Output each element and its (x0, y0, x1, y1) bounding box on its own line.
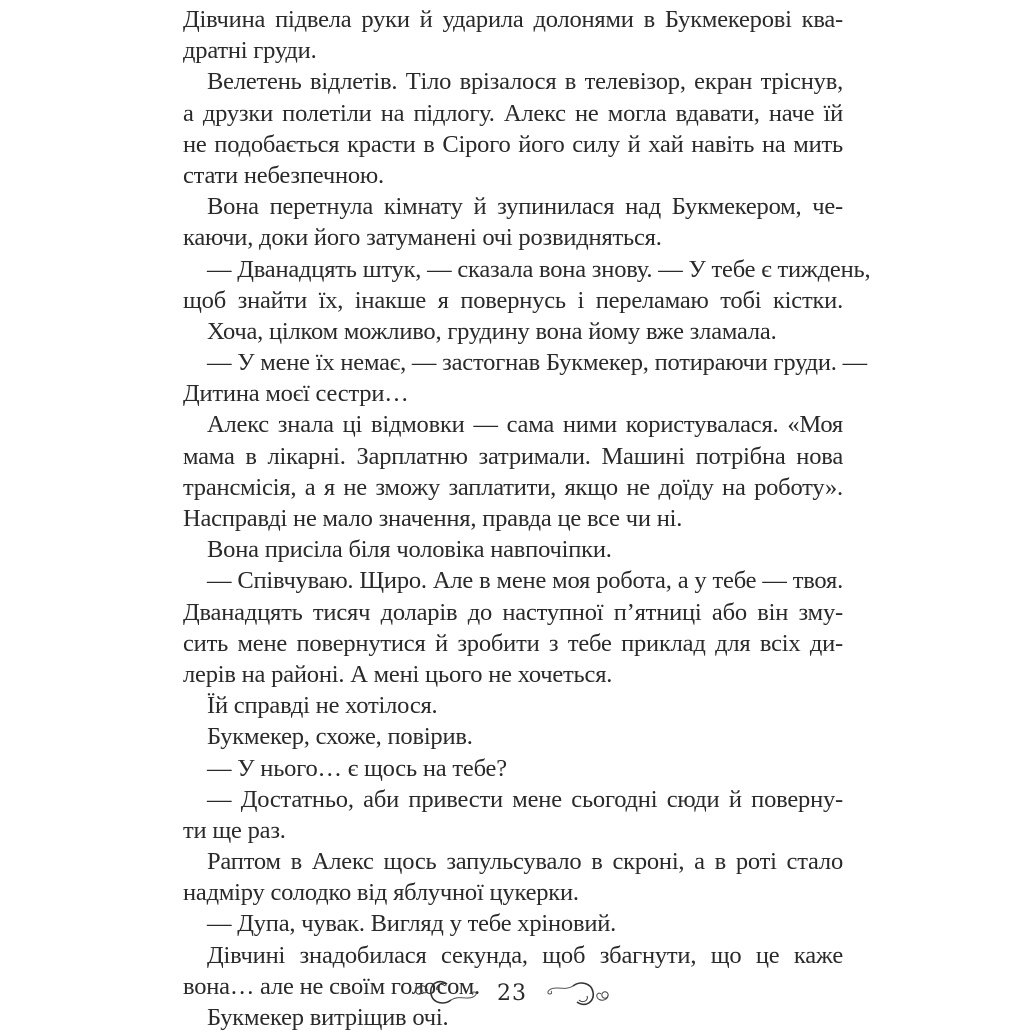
page-footer (0, 978, 1024, 1008)
page-number: 23 (497, 980, 527, 1006)
book-page-text (183, 4, 871, 1033)
text-line: — У мене їх немає, — застогнав Букмекер, потираючи груди. — (207, 349, 867, 377)
text-line: трансмісія, а я не зможу заплатити, якщо не доїду на роботу». (183, 473, 843, 501)
text-line: Дитина моєї сестри… (183, 380, 409, 408)
text-line: Букмекер, схоже, повірив. (207, 723, 473, 751)
text-line: Їй справді не хотілося. (207, 692, 438, 720)
text-line: щоб знайти їх, інакше я повернусь і переламаю тобі кістки. (183, 286, 843, 314)
text-line: — У нього… є щось на тебе? (207, 754, 507, 782)
text-line: стати небезпечною. (183, 161, 384, 189)
text-line: Хоча, цілком можливо, грудину вона йому вже зламала. (207, 317, 777, 345)
text-line: Алекс знала ці відмовки — сама ними користувалася. «Моя (207, 411, 843, 439)
text-line: Дівчина підвела руки й ударила долонями в Букмекерові ква- (183, 6, 843, 33)
text-line: Вона присіла біля чоловіка навпочіпки. (207, 536, 612, 564)
text-line: Дівчині знадобилася секунда, щоб збагнути, що це каже (207, 941, 843, 969)
text-line: Раптом в Алекс щось запульсувало в скроні, а в роті стало (207, 848, 843, 876)
text-line: вона… але не своїм голосом. (183, 972, 480, 1000)
text-line: Насправді не мало значення, правда це все чи ні. (183, 505, 683, 532)
flourish-right-icon (541, 978, 613, 1008)
text-line: сить мене повернутися й зробити з тебе приклад для всіх ди- (183, 629, 843, 657)
text-line: не подобається красти в Сірого його силу й хай навіть на мить (183, 130, 843, 158)
text-line: а друзки полетіли на підлогу. Алекс не могла вдавати, наче їй (183, 99, 843, 127)
flourish-left-icon (411, 978, 483, 1008)
text-line: — Дванадцять штук, — сказала вона знову. — У тебе є тиждень, (207, 255, 871, 283)
text-line: надміру солодко від яблучної цукерки. (183, 879, 579, 907)
text-line: мама в лікарні. Зарплатню затримали. Машині потрібна нова (183, 442, 843, 470)
text-line: Велетень відлетів. Тіло врізалося в телевізор, екран тріснув, (207, 68, 843, 96)
text-line: лерів на районі. А мені цього не хочеться. (183, 660, 613, 688)
text-line: каючи, доки його затуманені очі розвидняться. (183, 224, 662, 252)
text-line: — Співчуваю. Щиро. Але в мене моя робота, а у тебе — твоя. (207, 567, 843, 595)
text-line: дратні груди. (183, 37, 317, 65)
text-line: Дванадцять тисяч доларів до наступної п’ятниці або він зму- (183, 598, 843, 626)
text-line: ти ще раз. (183, 816, 286, 844)
text-line: Вона перетнула кімнату й зупинилася над Букмекером, че- (207, 193, 843, 221)
text-line: — Достатньо, аби привести мене сьогодні сюди й поверну- (207, 785, 843, 813)
text-line: Букмекер витріщив очі. (207, 1004, 449, 1031)
text-line: — Дупа, чувак. Вигляд у тебе хріновий. (207, 910, 617, 938)
